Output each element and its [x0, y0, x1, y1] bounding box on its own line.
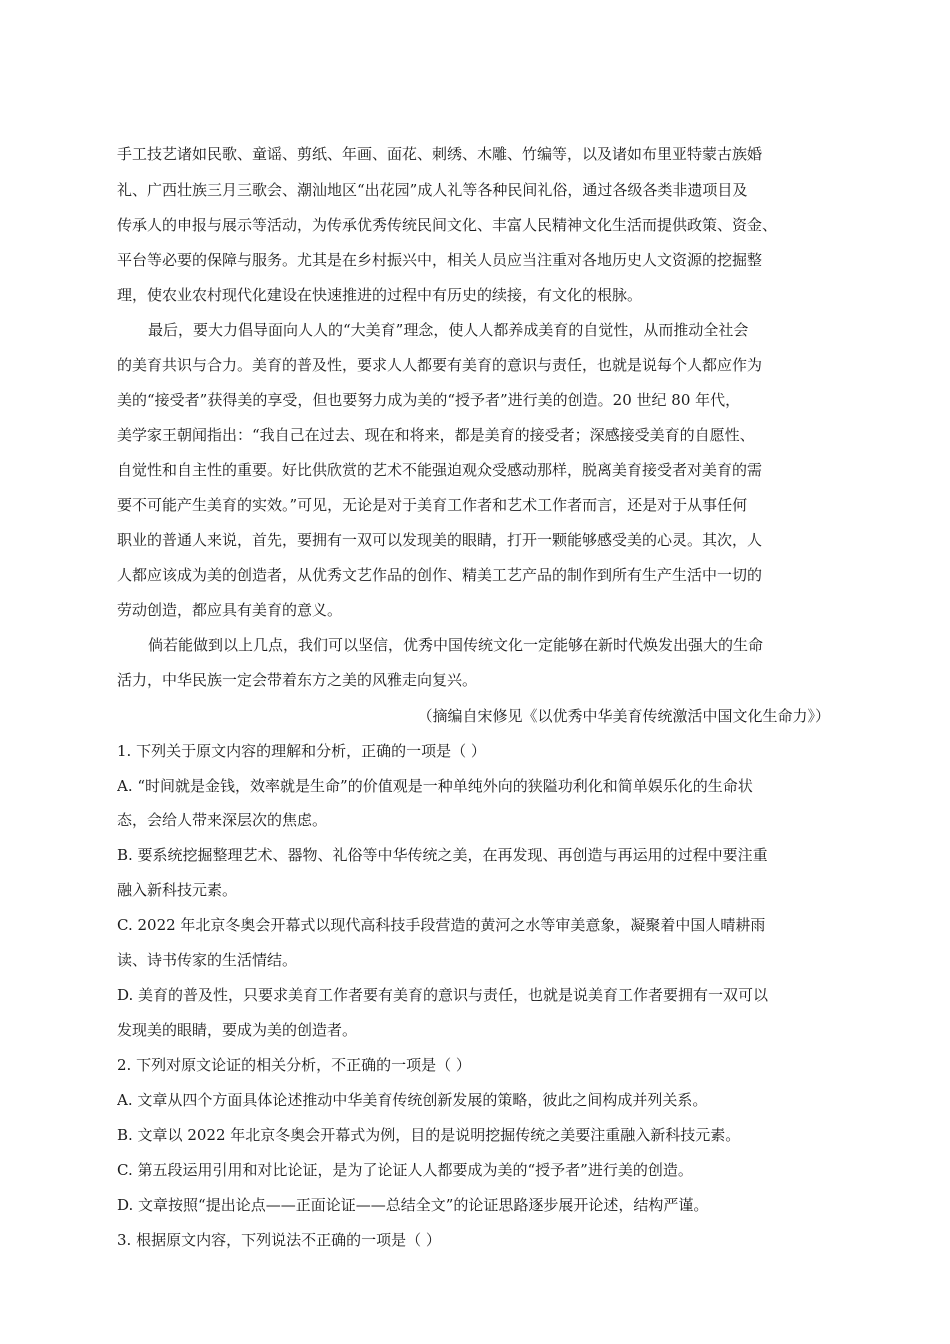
- text-line: 美的“接受者”获得美的享受，但也要努力成为美的“授予者”进行美的创造。20 世纪 80 年代，: [117, 391, 741, 409]
- option-c-cont: 读、诗书传家的生活情结。: [117, 951, 298, 969]
- option-d-cont: 发现美的眼睛，要成为美的创造者。: [117, 1021, 358, 1039]
- text-line: 职业的普通人来说，首先，要拥有一双可以发现美的眼睛，打开一颗能够感受美的心灵。其次，人: [117, 531, 763, 549]
- text-line: 手工技艺诸如民歌、童谣、剪纸、年画、面花、刺绣、木雕、竹编等，以及诸如布里亚特蒙古族婚: [117, 145, 763, 163]
- option-b-cont: 融入新科技元素。: [117, 881, 238, 899]
- question-stem: 1. 下列关于原文内容的理解和分析，正确的一项是（ ）: [117, 742, 486, 760]
- option-a: A. 文章从四个方面具体论述推动中华美育传统创新发展的策略，彼此之间构成并列关系。: [117, 1091, 708, 1109]
- question-stem: 2. 下列对原文论证的相关分析，不正确的一项是（ ）: [117, 1056, 471, 1074]
- option-b: B. 要系统挖掘整理艺术、器物、礼俗等中华传统之美，在再发现、再创造与再运用的过程中要注重: [117, 846, 768, 864]
- text-line: 理，使农业农村现代化建设在快速推进的过程中有历史的续接，有文化的根脉。: [117, 286, 643, 304]
- text-line: 自觉性和自主性的重要。好比供欣赏的艺术不能强迫观众受感动那样，脱离美育接受者对美育的需: [117, 461, 763, 479]
- text-line: 传承人的申报与展示等活动，为传承优秀传统民间文化、丰富人民精神文化生活而提供政策、资金、: [117, 216, 778, 234]
- text-line: 劳动创造，都应具有美育的意义。: [117, 601, 343, 619]
- text-line: 倘若能做到以上几点，我们可以坚信，优秀中国传统文化一定能够在新时代焕发出强大的生命: [148, 636, 764, 654]
- option-c: C. 第五段运用引用和对比论证，是为了论证人人都要成为美的“授予者”进行美的创造。: [117, 1161, 693, 1179]
- text-line: 活力，中华民族一定会带着东方之美的风雅走向复兴。: [117, 671, 478, 689]
- option-d: D. 文章按照“提出论点——正面论证——总结全文”的论证思路逐步展开论述，结构严谨。: [117, 1196, 709, 1214]
- text-line: 美学家王朝闻指出：“我自己在过去、现在和将来，都是美育的接受者；深感接受美育的自愿性、: [117, 426, 755, 444]
- option-a-cont: 态，会给人带来深层次的焦虑。: [117, 811, 328, 829]
- question-stem: 3. 根据原文内容，下列说法不正确的一项是（ ）: [117, 1231, 441, 1249]
- source-citation: （摘编自宋修见《以优秀中华美育传统激活中国文化生命力》）: [417, 707, 830, 725]
- text-line: 要不可能产生美育的实效。”可见，无论是对于美育工作者和艺术工作者而言，还是对于从事任何: [117, 496, 748, 514]
- text-line: 的美育共识与合力。美育的普及性，要求人人都要有美育的意识与责任，也就是说每个人都应作为: [117, 356, 763, 374]
- text-line: 人都应该成为美的创造者，从优秀文艺作品的创作、精美工艺产品的制作到所有生产生活中一切的: [117, 566, 763, 584]
- option-c: C. 2022 年北京冬奥会开幕式以现代高科技手段营造的黄河之水等审美意象，凝聚着中国人晴耕雨: [117, 916, 766, 934]
- text-line: 最后，要大力倡导面向人人的“大美育”理念，使人人都养成美育的自觉性，从而推动全社会: [148, 321, 749, 339]
- text-line: 礼、广西壮族三月三歌会、潮汕地区“出花园”成人礼等各种民间礼俗，通过各级各类非遗项目及: [117, 181, 748, 199]
- option-b: B. 文章以 2022 年北京冬奥会开幕式为例，目的是说明挖掘传统之美要注重融入新科技元素。: [117, 1126, 741, 1144]
- text-line: 平台等必要的保障与服务。尤其是在乡村振兴中，相关人员应当注重对各地历史人文资源的挖掘整: [117, 251, 763, 269]
- option-d: D. 美育的普及性，只要求美育工作者要有美育的意识与责任，也就是说美育工作者要拥有一双可以: [117, 986, 769, 1004]
- option-a: A. “时间就是金钱，效率就是生命”的价值观是一种单纯外向的狭隘功利化和简单娱乐化的生命状: [117, 777, 753, 795]
